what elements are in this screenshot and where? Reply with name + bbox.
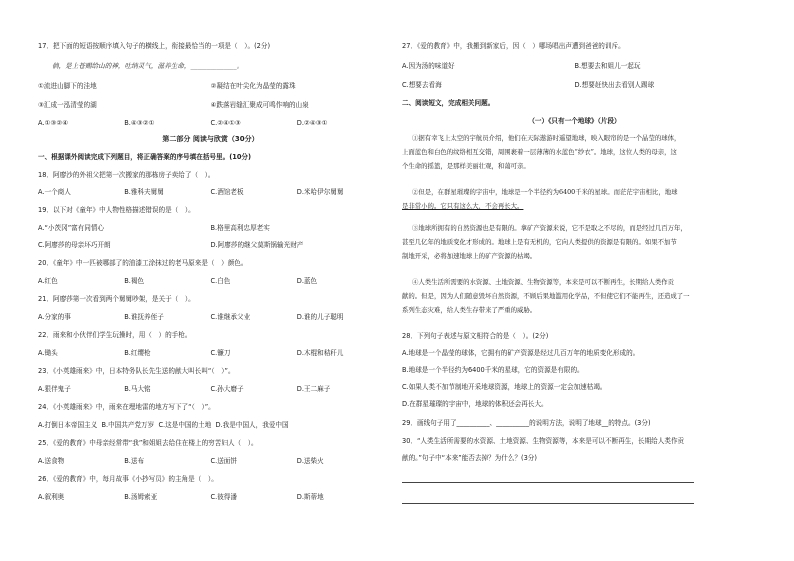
q20-stem: 20．《童年》中一匹被哪部了的油漆工涂抹过的老马原来是（ ）颜色。 xyxy=(38,259,248,267)
q17-opt-1: ①流进山脚下的洼地 xyxy=(38,82,97,90)
section2-title: 二、阅读短文，完成相关问题。 xyxy=(402,99,495,107)
q17-choice-d: D.②④③① xyxy=(296,119,328,127)
q23-choice-d: D.王二麻子 xyxy=(296,385,331,393)
para4-line3: 系列生态灾难，给人类生存带来了严重的威胁。 xyxy=(402,306,537,314)
q20-choice-c: C.白色 xyxy=(210,277,231,285)
q21-choice-c: C.谁继承父业 xyxy=(210,313,251,321)
q17-stem: 17．把下面的短语按顺序填入句子的横线上，衔接最恰当的一项是（ ）。(2分) xyxy=(38,42,271,50)
passage-para-4 xyxy=(402,278,747,314)
answer-line-1[interactable] xyxy=(402,482,694,483)
q17-choice-c: C.②④①③ xyxy=(210,119,241,127)
q27-choice-a: A.因为汤的味道好 xyxy=(402,62,455,70)
q25-choice-b: B.送布 xyxy=(124,457,145,465)
q28-stem: 28．下列句子表述与原文相符合的是（ ）。(2分) xyxy=(402,332,549,340)
q23-choice-a: A.狠伴鬼子 xyxy=(38,385,71,393)
para3-line1: ③地球所拥有的自然资源也是有限的。拿矿产资源来说，它不是取之不尽的，而是经过几百万年， xyxy=(412,224,687,232)
para4-line1: ④人类生活所需要的水资源、土地资源、生物资源等，本来是可以不断再生，长期给人类作贡 xyxy=(412,278,675,286)
q26-choices xyxy=(38,493,383,501)
q24-choice-c: C.这是中国的土地 xyxy=(158,421,212,429)
q18-choice-a: A.一个商人 xyxy=(38,188,71,196)
q23-stem: 23．《小英雄雨来》中，日本特务队长先生送的献大叫长叫“（ ）”。 xyxy=(38,367,235,375)
q17-blank: ______________。 xyxy=(190,62,244,70)
q21-choice-a: A.分家的事 xyxy=(38,313,71,321)
q17-sentence-text: 倘，是上苍赐给山的神，吐纳灵气，滋养生命， xyxy=(52,62,191,70)
q27-stem: 27．《爱的教育》中，我搬到新家后，因（ ）哪场唱出声遭到爸爸的训斥。 xyxy=(402,42,625,50)
q26-choice-c: C.彼得潘 xyxy=(210,493,237,501)
q25-choice-a: A.送食物 xyxy=(38,457,65,465)
q21-choice-b: B.谁抚养侄子 xyxy=(124,313,164,321)
q21-stem: 21．阿廖莎第一次看到两个舅舅吵架，是关于（ ）。 xyxy=(38,295,195,303)
q19-row2 xyxy=(38,241,383,249)
q24-stem: 24．《小英雄雨来》中，雨来在埋地雷的地方写下了“（ ）”。 xyxy=(38,403,215,411)
q28-choice-b: B.地球是一个半径约为6400千米的星球，它的资源是有限的。 xyxy=(402,366,584,374)
q19-choice-a: A.“小茨冈”富有同情心 xyxy=(38,224,105,232)
q26-choice-d: D.斯蒂地 xyxy=(296,493,324,501)
q19-stem: 19．以下对《童年》中人物性格描述错误的是（ ）。 xyxy=(38,206,195,214)
q23-choice-b: B.马大铭 xyxy=(124,385,151,393)
q27-choice-b: B.想要去和姐儿一起玩 xyxy=(574,62,641,70)
q28-choice-c: C.如果人类不加节制地开采地球资源，地球上的资源一定会加速枯竭。 xyxy=(402,383,607,391)
q17-opts-row2 xyxy=(38,101,383,109)
q19-row1 xyxy=(38,224,383,232)
q25-choice-d: D.送柴火 xyxy=(296,457,324,465)
q22-choices xyxy=(38,349,383,357)
q19-choice-b: B.格里高利忠厚老实 xyxy=(210,224,270,232)
para1-line1: ①据有幸飞上太空的宇航员介绍，他们在天际遨游时遥望地球，映入眼帘的是一个晶莹的球体， xyxy=(412,134,681,142)
q30-line2: 献的。”句子中“本来”能否去掉？为什么？(3分) xyxy=(402,454,537,462)
q25-choice-c: C.送面饼 xyxy=(210,457,237,465)
q25-choices xyxy=(38,457,383,465)
q18-choice-b: B.雅科夫舅舅 xyxy=(124,188,164,196)
q27-choice-d: D.想要赶快出去看别人踢球 xyxy=(574,81,655,89)
q28-choice-d: D.在群星璀璨的宇宙中，地球的体积还会再长大。 xyxy=(402,400,548,408)
q28-choice-a: A.地球是一个晶莹的球体，它拥有的矿产资源是经过几百万年的地质变化形成的。 xyxy=(402,349,640,357)
q17-opt-2: ②凝结在叶尖化为晶莹的露珠 xyxy=(210,82,296,90)
para1-line3: 个生命的摇篮，是那样美丽壮观，和蔼可亲。 xyxy=(402,162,530,170)
q19-choice-c: C.阿廖莎的母亲坏巧开朗 xyxy=(38,241,111,249)
q26-choice-b: B.汤姆索亚 xyxy=(124,493,158,501)
q20-choice-a: A.红色 xyxy=(38,277,58,285)
q25-stem: 25．《爱的教育》中母亲经常带“我”和姐姐去给住在楼上的穷苦妇人（ ）。 xyxy=(38,439,258,447)
q20-choice-d: D.蓝色 xyxy=(296,277,318,285)
q21-choices xyxy=(38,313,383,321)
q17-choice-a: A.①③②④ xyxy=(38,119,69,127)
para4-line2: 献的。但是，因为人们随意毁坏自然资源，不顾后果地滥用化学品，不但使它们不能再生，还造成了一 xyxy=(402,292,690,300)
section1-title: 一、根据课外阅读完成下列题目，将正确答案的序号填在括号里。(10分) xyxy=(38,153,252,161)
q24-choice-a: A.打倒日本帝国主义 xyxy=(38,421,98,429)
para2-line2: 是非常小的。它只有这么大，不会再长大。 xyxy=(402,202,524,210)
q24-choices xyxy=(38,421,383,429)
para1-line2: 上面蓝色和白色的纹络相互交错，周围裹着一层薄薄的水蓝色“纱衣”。地球，这位人类的母亲，这 xyxy=(402,148,677,156)
q17-opt-4: ④跌落岩缝汇聚成可鸣作响的山泉 xyxy=(210,101,309,109)
q27-row1 xyxy=(402,62,747,70)
para2-line1: ②但是，在群星璀璨的宇宙中，地球是一个半径约为6400千米的星球。而茫茫宇宙相比，地球 xyxy=(412,188,678,196)
q18-choice-c: C.酒馆老板 xyxy=(210,188,244,196)
q21-choice-d: D.谁的儿子聪明 xyxy=(296,313,344,321)
q22-choice-b: B.红缨枪 xyxy=(124,349,151,357)
q18-stem: 18．阿廖沙的外祖父把第一次搬家的那栋房子卖给了（ ）。 xyxy=(38,171,215,179)
para3-line3: 制地开采，必将加速地球上的矿产资源的枯竭。 xyxy=(402,252,537,260)
q17-choice-b: B.④③②① xyxy=(124,119,155,127)
q23-choices xyxy=(38,385,383,393)
q22-choice-d: D.木棍和秸秆儿 xyxy=(296,349,344,357)
q26-choice-a: A.叙利奥 xyxy=(38,493,65,501)
q23-choice-c: C.孙大磨子 xyxy=(210,385,244,393)
q22-stem: 22．雨来和小伙伴们学生玩操时，用（ ）的手枪。 xyxy=(38,331,192,339)
q29-stem: 29．画线句子用了__________、__________的说明方法，说明了地球__的特点。(3分) xyxy=(402,419,651,427)
q20-choices xyxy=(38,277,383,285)
q30-line1: 30．“人类生活所需要的水资源、土地资源、生物资源等，本来是可以不断再生，长期给人类作贡 xyxy=(402,437,685,445)
q18-choices xyxy=(38,188,383,196)
answer-line-2[interactable] xyxy=(402,503,694,504)
part2-title: 第二部分 阅读与欣赏（30分） xyxy=(162,135,259,143)
q24-choice-d: D.我是中国人，我爱中国 xyxy=(215,421,289,429)
q20-choice-b: B.褐色 xyxy=(124,277,145,285)
q26-stem: 26．《爱的教育》中，每月故事《小抄写员》的主角是（ ）。 xyxy=(38,475,218,483)
passage-para-1 xyxy=(402,134,747,170)
q17-choices xyxy=(38,119,383,127)
q17-opts-row1 xyxy=(38,82,383,90)
q24-choice-b: B.中国共产党万岁 xyxy=(101,421,155,429)
q22-choice-a: A.锄头 xyxy=(38,349,58,357)
q27-row2 xyxy=(402,81,747,89)
q22-choice-c: C.镰刀 xyxy=(210,349,231,357)
para3-line2: 甚至几亿年的地质变化才形成的。地球上是有无机的，它向人类提供的资源是有限的。如果不加节 xyxy=(402,238,677,246)
q19-choice-d: D.阿廖莎的继父莫斯锅输光财产 xyxy=(210,241,304,249)
q18-choice-d: D.米哈伊尔舅舅 xyxy=(296,188,344,196)
q27-choice-c: C.想要去看海 xyxy=(402,81,442,89)
passage-para-3 xyxy=(402,224,747,260)
passage-title: （一）《只有一个地球》（片段） xyxy=(528,117,621,125)
q17-opt-3: ③汇成一泓清莹的湖 xyxy=(38,101,97,109)
passage-para-2 xyxy=(402,188,747,210)
q17-sentence xyxy=(52,62,243,70)
